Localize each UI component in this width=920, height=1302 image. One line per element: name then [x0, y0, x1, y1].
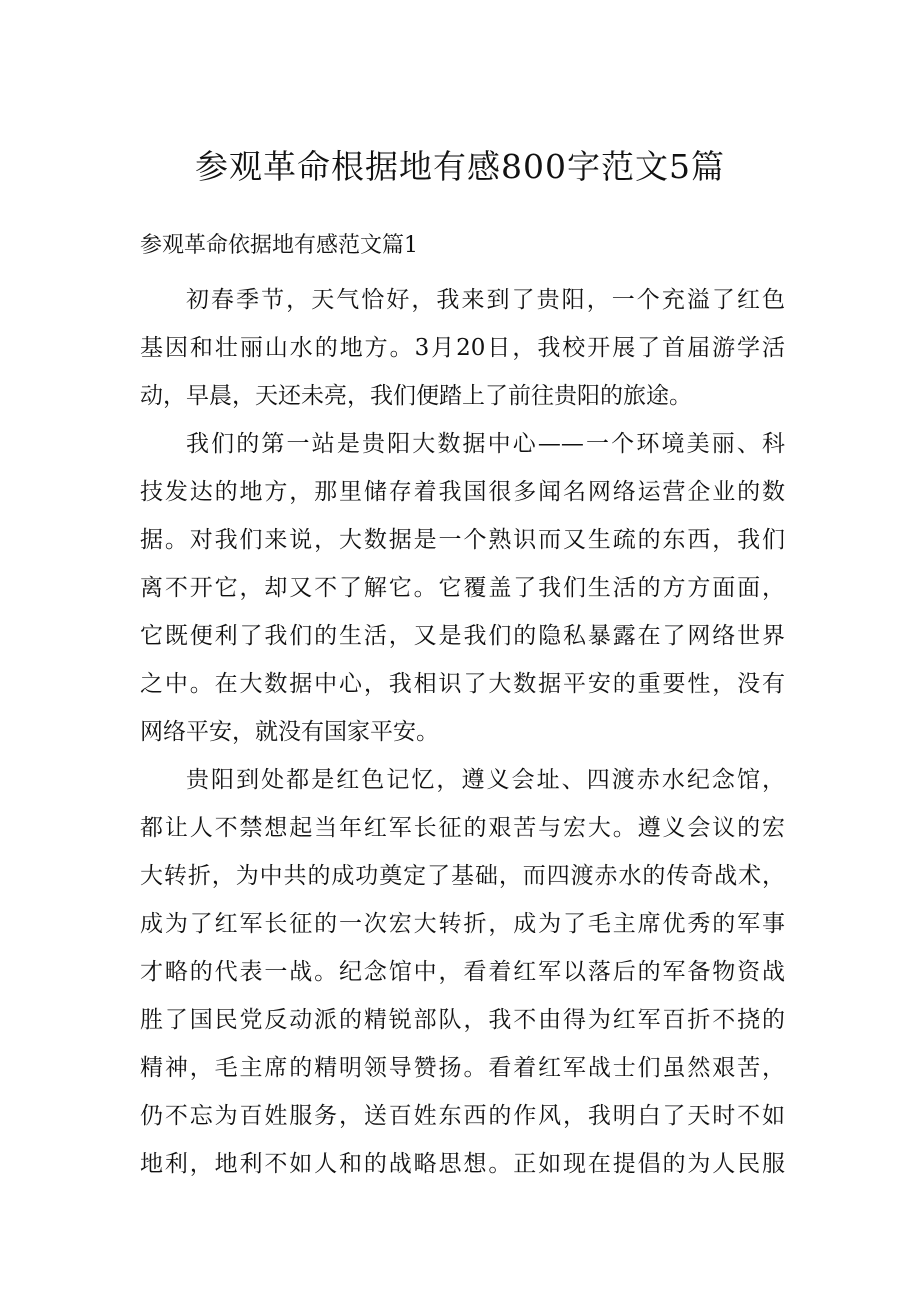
paragraph	[140, 756, 785, 1188]
text-line: 地利，地利不如人和的战略思想。正如现在提倡的为人民服	[140, 1151, 785, 1177]
text-line: 它既便利了我们的生活，又是我们的隐私暴露在了网络世界	[140, 623, 785, 649]
text-line: 都让人不禁想起当年红军长征的艰苦与宏大。遵义会议的宏	[140, 815, 785, 841]
section-heading: 参观革命依据地有感范文篇1	[140, 233, 418, 258]
paragraph	[140, 276, 785, 420]
text-line: 胜了国民党反动派的精锐部队，我不由得为红军百折不挠的	[140, 1007, 785, 1033]
text-line: 网络平安，就没有国家平安。	[140, 719, 439, 745]
text-line: 我们的第一站是贵阳大数据中心——一个环境美丽、科	[186, 431, 785, 457]
text-line: 大转折，为中共的成功奠定了基础，而四渡赤水的传奇战术，	[140, 863, 785, 889]
text-line: 基因和壮丽山水的地方。3月20日，我校开展了首届游学活	[140, 335, 785, 361]
text-line: 初春季节，天气恰好，我来到了贵阳，一个充溢了红色	[186, 287, 785, 313]
text-line: 成为了红军长征的一次宏大转折，成为了毛主席优秀的军事	[140, 911, 785, 937]
text-line: 离不开它，却又不了解它。它覆盖了我们生活的方方面面，	[140, 575, 785, 601]
text-line: 才略的代表一战。纪念馆中，看着红军以落后的军备物资战	[140, 959, 785, 985]
document-title: 参观革命根据地有感800字范文5篇	[195, 147, 725, 186]
text-line: 贵阳到处都是红色记忆，遵义会址、四渡赤水纪念馆，	[186, 767, 785, 793]
text-line: 仍不忘为百姓服务，送百姓东西的作风，我明白了天时不如	[140, 1103, 785, 1129]
text-line: 技发达的地方，那里储存着我国很多闻名网络运营企业的数	[140, 479, 785, 505]
article-body	[140, 276, 785, 1188]
paragraph	[140, 420, 785, 756]
text-line: 之中。在大数据中心，我相识了大数据平安的重要性，没有	[140, 671, 785, 697]
text-line: 精神，毛主席的精明领导赞扬。看着红军战士们虽然艰苦，	[140, 1055, 785, 1081]
text-line: 动，早晨，天还未亮，我们便踏上了前往贵阳的旅途。	[140, 383, 692, 409]
text-line: 据。对我们来说，大数据是一个熟识而又生疏的东西，我们	[140, 527, 785, 553]
